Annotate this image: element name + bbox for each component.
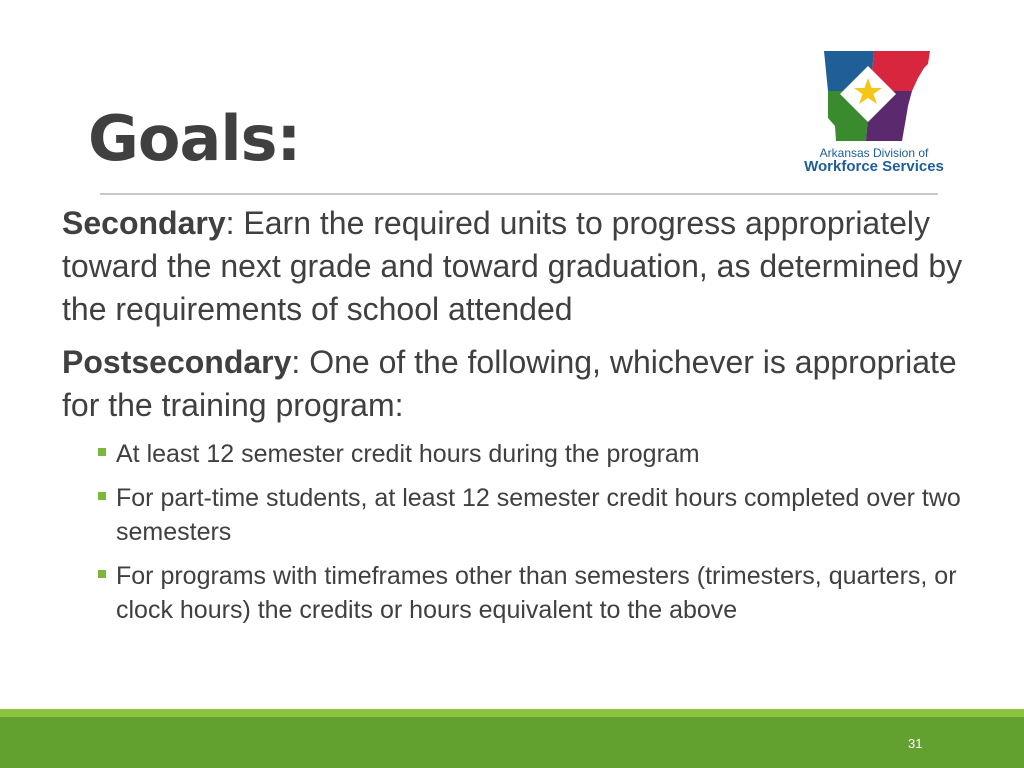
- secondary-label: Secondary: [62, 205, 226, 241]
- list-item: [98, 437, 1002, 471]
- list-item-text: For part-time students, at least 12 semester credit hours completed over two semesters: [116, 484, 961, 546]
- page-number: 31: [908, 736, 923, 751]
- postsecondary-goal: [62, 341, 1002, 427]
- footer-accent-stripe: [0, 709, 1024, 717]
- list-item: [98, 481, 1002, 549]
- square-bullet-icon: [98, 448, 106, 456]
- slide-body: [62, 202, 1002, 637]
- list-item: [98, 559, 1002, 627]
- footer-bar: [0, 717, 1024, 768]
- postsecondary-text: : One of the following, whichever is appropriate for the training program:: [62, 344, 957, 423]
- postsecondary-options-list: [62, 437, 1002, 627]
- list-item-text: For programs with timeframes other than semesters (trimesters, quarters, or clock hours) the credits or hours equivalent to the above: [116, 562, 957, 624]
- list-item-text: At least 12 semester credit hours during the program: [116, 440, 700, 468]
- secondary-text: : Earn the required units to progress appropriately toward the next grade and toward graduation, as determined by the requirements of school attended: [62, 205, 963, 327]
- agency-logo: [800, 46, 948, 178]
- slide-title: Goals:: [88, 102, 301, 175]
- square-bullet-icon: [98, 492, 106, 500]
- arkansas-state-logo-icon: [800, 46, 948, 146]
- secondary-goal: [62, 202, 1002, 331]
- square-bullet-icon: [98, 570, 106, 578]
- logo-text-line2: Workforce Services: [804, 158, 944, 175]
- logo-text-line1: Arkansas Division of: [819, 146, 929, 160]
- postsecondary-label: Postsecondary: [62, 344, 292, 380]
- title-divider: [100, 193, 938, 195]
